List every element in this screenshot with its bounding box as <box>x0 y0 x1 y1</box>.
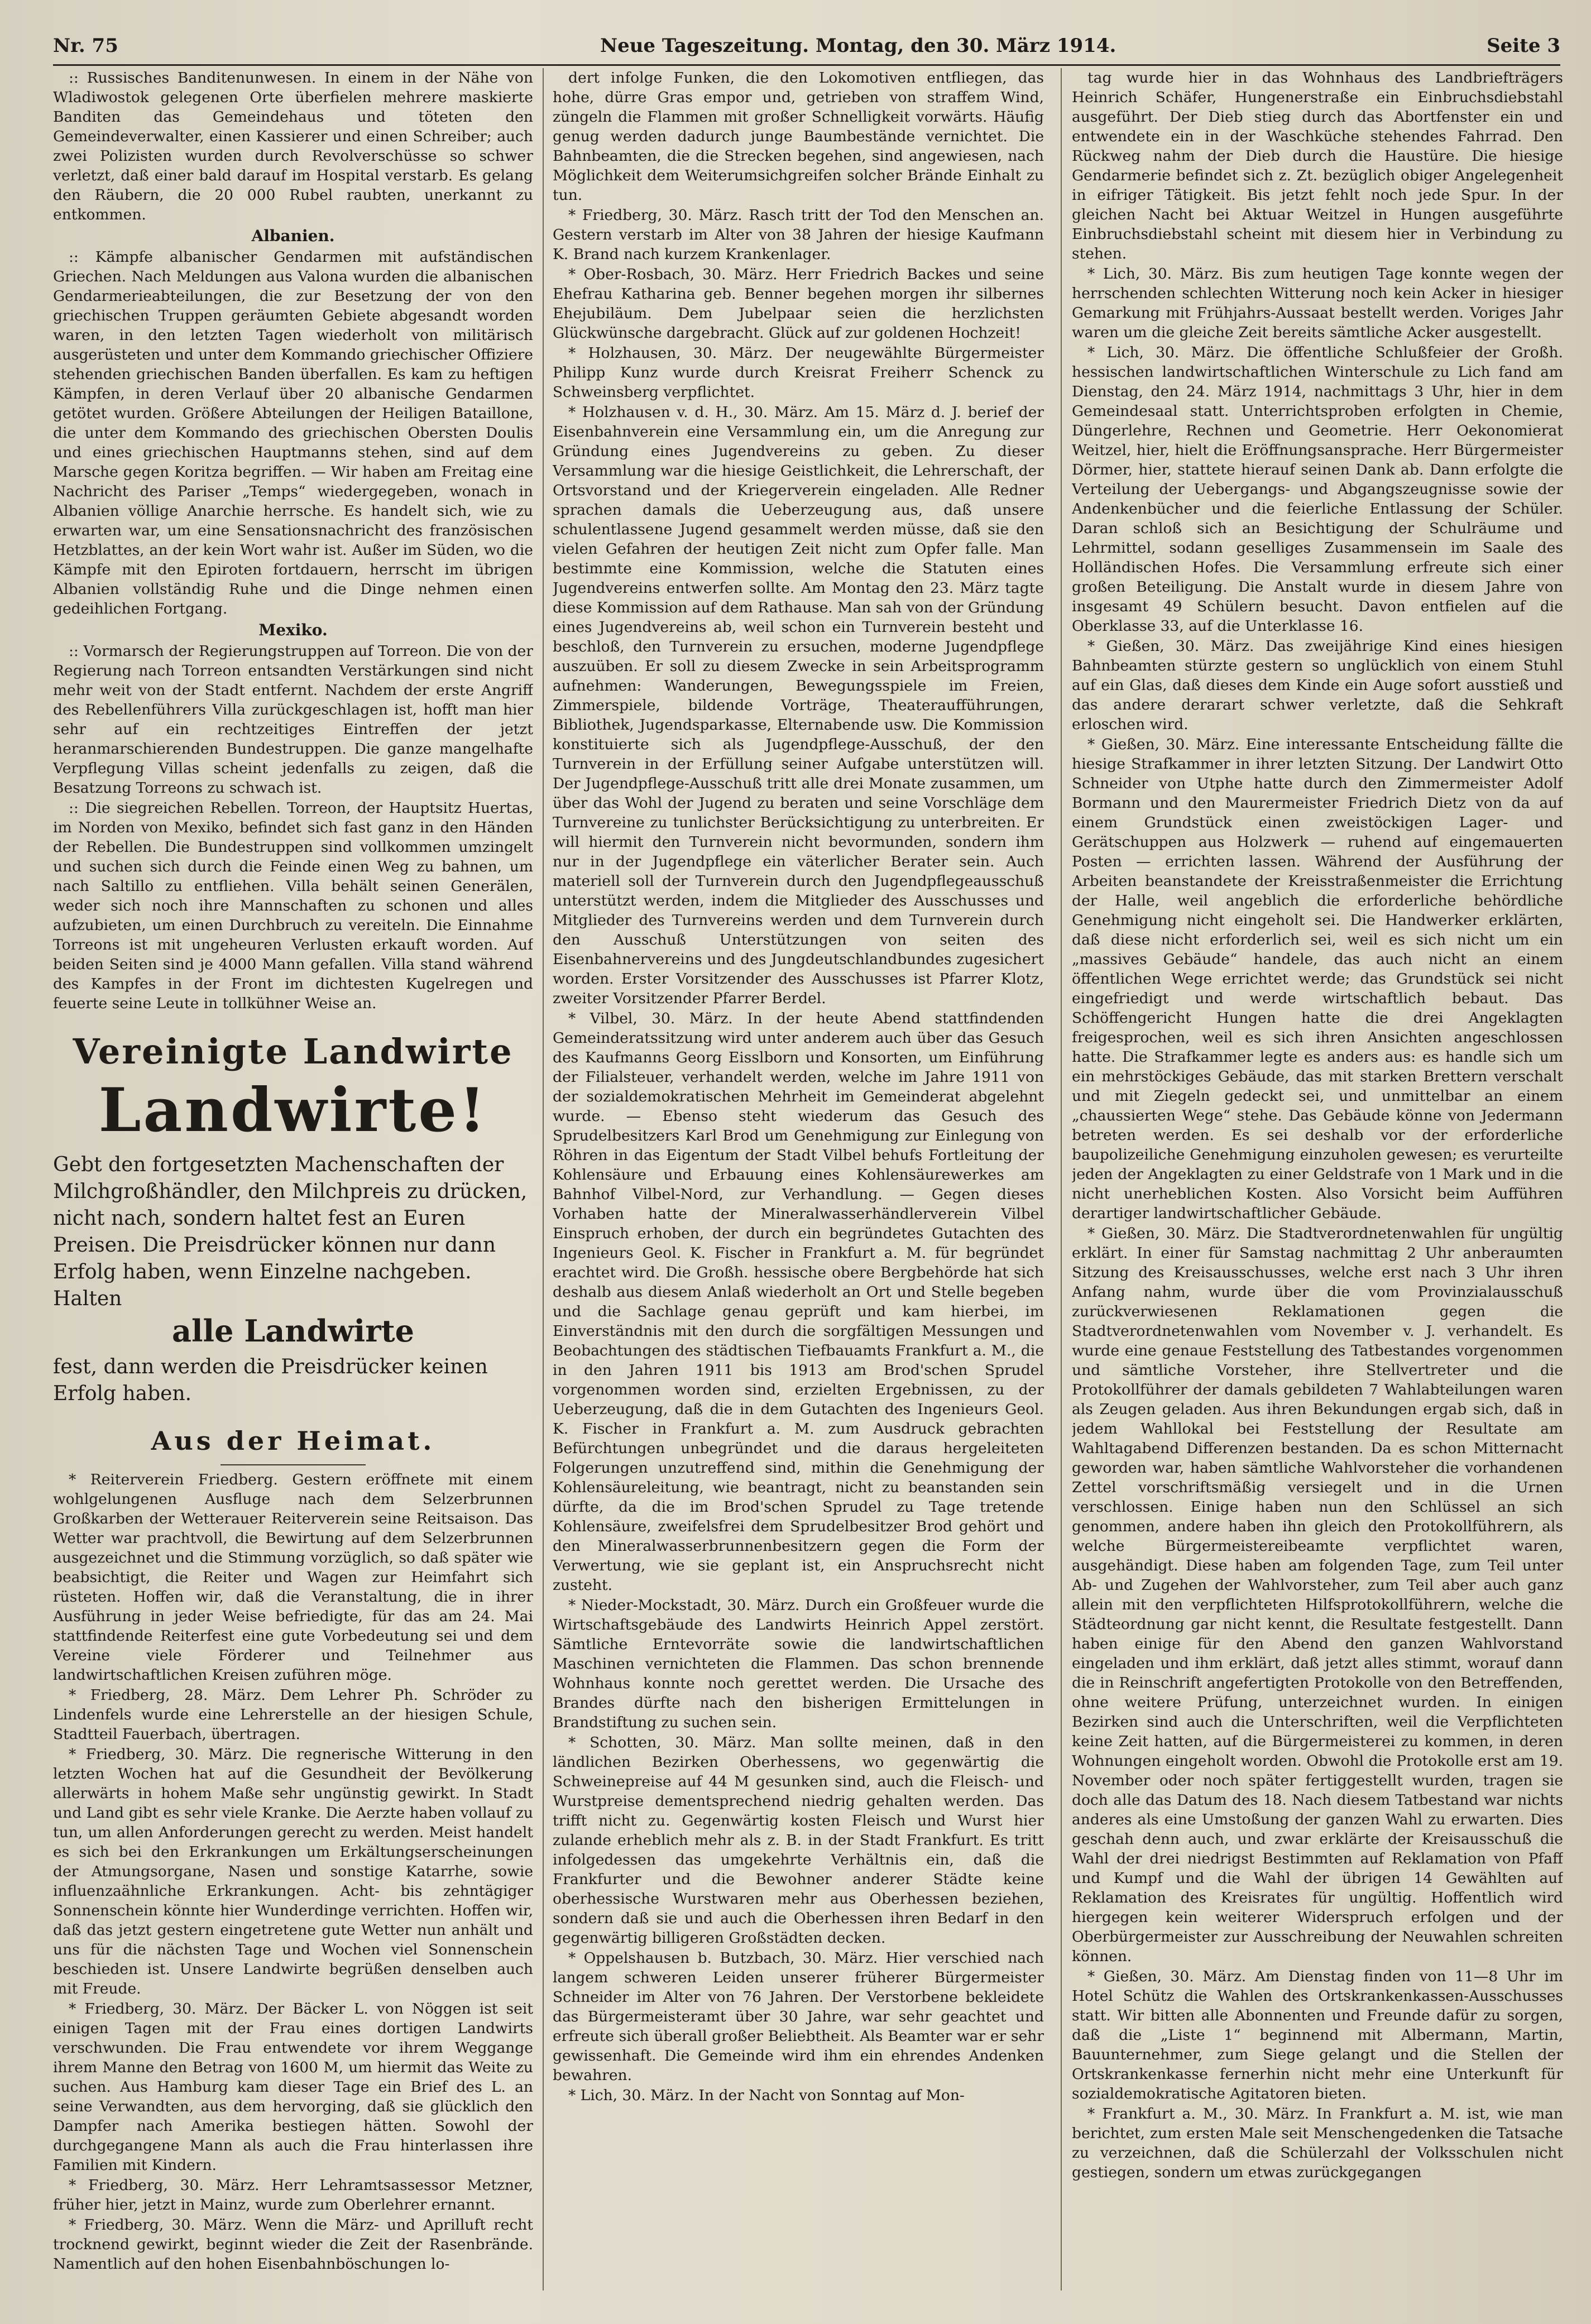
article-holzhausen-buergermeister: * Holzhausen, 30. März. Der neugewählte Bürgermeister Philipp Kunz wurde durch Kreisrat Freiherr Schenck zu Schweinsberg verpflichtet. <box>553 344 1044 401</box>
article-reiterverein: * Reiterverein Friedberg. Gestern eröffnete mit einem wohlgelungenen Ausfluge nach dem Selzerbrunnen Großkarben der Wetterauer Reiterverein seine Reitsaison. Das Wetter war prachtvoll, die Bewirtung auf dem Selzerbrunnen ausgezeichnet und die Stimmung vorzüglich, so daß später wie beabsichtigt, die Reiter und Wagen zur Heimfahrt sich rüsteten. Hoffen wir, daß die Veranstaltung, die in ihrer Ausführung in jeder Weise befriedigte, für das am 24. Mai stattfindende Reiterfest eine gute Vorbedeutung sei und dem Vereine viele Förderer und Teilnehmer aus landwirtschaftlichen Kreisen zuführen möge. <box>53 1471 533 1684</box>
article-oppelshausen: * Oppelshausen b. Butzbach, 30. März. Hier verschied nach langem schweren Leiden unserer früherer Bürgermeister Schneider im Alter von 76 Jahren. Der Verstorbene bekleidete das Bürgermeisteramt über 30 Jahre, war sehr geachtet und erfreute sich überall großer Beliebtheit. Als Beamter war er sehr gewissenhaft. Die Gemeinde wird ihm ein ehrendes Andenken bewahren. <box>553 1949 1044 2084</box>
article-vilbel: * Vilbel, 30. März. In der heute Abend stattfindenden Gemeinderatssitzung wird unter anderem auch über das Gesuch des Kaufmanns Georg Eisslborn und Konsorten, um Einführung der Filialsteuer, verhandelt werden, welche im Jahre 1911 von der sozialdemokratischen Mehrheit im Gemeinderat abgelehnt wurde. — Ebenso steht wiederum das Gesuch des Sprudelbesitzers Karl Brod um Genehmigung zur Einlegung von Röhren in das Eigentum der Stadt Vilbel behufs Fortleitung der Kohlensäure und Erbauung eines Kohlensäurewerkes am Bahnhof Vilbel-Nord, zur Verhandlung. — Gegen dieses Vorhaben hatte der Mineralwasserhändlerverein Vilbel Einspruch erhoben, der durch ein begründetes Gutachten des Ingenieurs Geol. K. Fischer in Frankfurt a. M. für begründet erachtet wird. Die Großh. hessische obere Bergbehörde hat sich deshalb aus diesem Anlaß wiederholt an Ort und Stelle begeben und die Sachlage genau geprüft und kam hierbei, im Einverständnis mit den durch die sorgfältigen Messungen und Beobachtungen des städtischen Tiefbauamts Frankfurt a. M., die in den Jahren 1911 bis 1913 am Brod'schen Sprudel vorgenommen worden sind, erzielten Ergebnissen, zu der Ueberzeugung, daß die in dem Gutachten des Ingenieurs Geol. K. Fischer in Frankfurt a. M. zum Ausdruck gebrachten Befürchtungen unbegründet und die daraus hergeleiteten Folgerungen unzutreffend sind, mithin die Genehmigung der Kohlensäureleitung, wie beantragt, nicht zu beanstanden sein dürfte, da die im Brod'schen Sprudel zu Tage tretende Kohlensäure, zweifelsfrei dem Sprudelbesitzer Brod gehört und den Mineralwasserbrunnenbesitzern gegen die Form der Verwertung, wie sie geplant ist, ein Anspruchsrecht nicht zusteht. <box>553 1010 1044 1594</box>
ad-body: Gebt den fortgesetzten Machenschaften der Milchgroßhändler, den Milchpreis zu drücken, nicht nach, sondern haltet fest an Euren Preisen. Die Preisdrücker können nur dann Erfolg haben, wenn Einzelne nachgeben. Halten <box>53 1153 528 1310</box>
heading-rule <box>221 1464 366 1465</box>
page-header <box>53 35 1560 65</box>
header-rule <box>53 64 1560 66</box>
article-giessen-wahlen: * Gießen, 30. März. Die Stadtverordnetenwahlen für ungültig erklärt. In einer für Samstag nachmittag 2 Uhr anberaumten Sitzung des Kreisausschusses, welche erst nach 3 Uhr ihren Anfang nahm, wurde über die vom Provinzialausschuß zurückverwiesenen Reklamationen gegen die Stadtverordnetenwahlen vom November v. J. verhandelt. Es wurde eine genaue Feststellung des Tatbestandes vorgenommen und sämtliche Vorsteher, ihre Stellvertreter und die Protokollführer der damals gebildeten 7 Wahlabteilungen waren als Zeugen geladen. Aus ihren Bekundungen ergab sich, daß in jedem Wahllokal bei Feststellung der Resultate am Wahltagabend Differenzen bestanden. Da es schon Mitternacht geworden war, haben sämtliche Wahlvorsteher die vorhandenen Zettel vorschriftsmäßig versiegelt und in die Urnen verschlossen. Einige haben nun den Schlüssel an sich genommen, andere haben ihn gleich den Protokollführern, als welche Bürgermeistereibeamte verpflichtet waren, ausgehändigt. Diese haben am folgenden Tage, zum Teil unter Ab- und Zugehen der Wahlvorsteher, zum Teil aber auch ganz allein mit den verpflichteten Hilfsprotokollführern, welche die Städteordnung gar nicht kennt, die Resultate festgestellt. Dann haben einige für den Abend den ganzen Wahlvorstand eingeladen und ihm erklärt, daß jetzt alles stimmt, worauf dann die in Reinschrift angefertigten Protokolle von den Betreffenden, ohne weitere Prüfung, unterzeichnet wurden. In einigen Bezirken sind auch die Unterschriften, weil die Verpflichteten keine Zeit hatten, auf die Bürgermeisterei zu kommen, in deren Wohnungen eingeholt worden. Obwohl die Protokolle erst am 19. November oder noch später fertiggestellt wurden, tragen sie doch alle das Datum des 18. Nach diesem Tatbestand war nichts anderes als eine Umstoßung der ganzen Wahl zu erwarten. Dies geschah denn auch, und zwar erklärte der Kreisausschuß die Wahl der drei niedrigst Bestimmten auf Reklamation von Pfaff und Kumpf und die Wahl der übrigen 14 Gewählten auf Reklamation des Kreisrates für ungültig. Hoffentlich wird hiergegen kein weiterer Widerspruch erfolgen und der Oberbürgermeister zur Ausschreibung der Neuwahlen schreiten können. <box>1072 1225 1563 1965</box>
article-giessen-strafkammer: * Gießen, 30. März. Eine interessante Entscheidung fällte die hiesige Strafkammer in ihrer letzten Sitzung. Der Landwirt Otto Schneider von Utphe hatte durch den Zimmermeister Adolf Bormann und den Maurermeister Friedrich Dietz von da auf einem Grundstück einen zweistöckigen Lager- und Gerätschuppen aus Holzwerk — ruhend auf eingemauerten Posten — errichten lassen. Während der Ausführung der Arbeiten beanstandete der Kreisstraßenmeister die Errichtung der Halle, weil angeblich die erforderliche behördliche Genehmigung nicht eingeholt sei. Die Handwerker erklärten, daß diese nicht erforderlich sei, weil es sich nicht um ein „massives Gebäude“ handele, das auch nicht an einem öffentlichen Wege errichtet werde; das Grundstück sei nicht eingefriedigt und werde wirtschaftlich bebaut. Das Schöffengericht Hungen hatte die drei Angeklagten freigesprochen, weil es sich ihren Ansichten angeschlossen hatte. Die Strafkammer legte es anders aus: es handle sich um ein mehrstöckiges Gebäude, das mit starken Brettern verschalt und mit Ziegeln gedeckt sei, und unmittelbar an einem „chaussierten Wege“ stehe. Das Gebäude könne von Jedermann betreten werden. Es sei deshalb vor der erforderliche baupolizeiliche Genehmigung einzuholen gewesen; es verurteilte jeden der Angeklagten zu einer Geldstrafe von 1 Mark und in die nicht unerheblichen Kosten. Also Vorsicht beim Aufführen derartiger landwirtschaftlicher Gebäude. <box>1072 736 1563 1222</box>
column-divider <box>543 68 544 2291</box>
article-giessen-ortskrankenkasse: * Gießen, 30. März. Am Dienstag finden von 11—8 Uhr im Hotel Schütz die Wahlen des Ortskrankenkassen-Ausschusses statt. Wir bitten alle Abonnenten und Freunde dafür zu sorgen, daß die „Liste 1“ beginnend mit Albermann, Martin, Bauunternehmer, zum Siege gelangt und die Stellen der Ortskrankenkasse fernerhin nicht mehr eine Unterkunft für sozialdemokratische Agitatoren bieten. <box>1072 1968 1563 2102</box>
column-divider <box>1061 68 1062 2291</box>
section-heading-mexiko: Mexiko. <box>258 621 328 639</box>
landwirte-advertisement <box>53 1030 533 1407</box>
ad-emphasis: alle Landwirte <box>172 1313 414 1349</box>
ad-tail: fest, dann werden die Preisdrücker keinen Erfolg haben. <box>53 1355 488 1405</box>
article-banditen: :: Russisches Banditenunwesen. In einem in der Nähe von Wladiwostok gelegenen Orte überfielen mehrere maskierte Banditen das Gemeindehaus und töteten den Gemeindeverwalter, einen Kassierer und einen Schreiber; auch zwei Polizisten wurden durch Revolverschüsse so schwer verletzt, daß einer bald darauf im Hospital verstarb. Es gelang den Räubern, die 20 000 Rubel raubten, unerkannt zu entkommen. <box>53 69 533 223</box>
column-3 <box>1072 68 1563 2291</box>
article-friedberg-metzner: * Friedberg, 30. März. Herr Lehramtsassessor Metzner, früher hier, jetzt in Mainz, wurde zum Oberlehrer ernannt. <box>53 2177 533 2213</box>
article-rebellen: :: Die siegreichen Rebellen. Torreon, der Hauptsitz Huertas, im Norden von Mexiko, befindet sich fast ganz in den Händen der Rebellen. Die Bundestruppen sind vollkommen umzingelt und suchen sich durch die Feinde einen Weg zu bahnen, um nach Saltillo zu entfliehen. Villa behält seinen Generälen, weder sich noch ihre Mannschaften zu schonen und alles aufzubieten, um einen Durchbruch zu vereiteln. Die Einnahme Torreons ist mit ungeheuren Verlusten erkauft worden. Auf beiden Seiten sind je 4000 Mann gefallen. Villa stand während des Kampfes in der Front im dichtesten Kugelregen und feuerte seine Leute in tollkühner Weise an. <box>53 799 533 1012</box>
article-continuation: dert infolge Funken, die den Lokomotiven entfliegen, das hohe, dürre Gras empor und, getrieben von straffem Wind, züngeln die Flammen mit großer Schnelligkeit vorwärts. Häufig genug werden dadurch junge Baumbestände vernichtet. Die Bahnbeamten, die die Strecken begehen, sind angewiesen, nach Möglichkeit dem Weiterumsichgreifen solcher Brände Einhalt zu tun. <box>553 69 1044 204</box>
article-friedberg-witterung: * Friedberg, 30. März. Die regnerische Witterung in den letzten Wochen hat auf die Gesundheit der Bevölkerung allerwärts in hohem Maße sehr ungünstig gewirkt. In Stadt und Land gibt es sehr viele Kranke. Die Aerzte haben vollauf zu tun, um allen Anforderungen gerecht zu werden. Meist handelt es sich bei den Erkrankungen um Erkältungserscheinungen der Atmungsorgane, Nasen und sonstige Katarrhe, sowie influenzaähnliche Erkrankungen. Acht- bis zehntägiger Sonnenschein könnte hier Wunderdinge verrichten. Hoffen wir, daß das jetzt gestern eingetretene gute Wetter nun anhält und uns für die nächsten Tage und Wochen viel Sonnenschein beschieden ist. Unsere Landwirte begrüßen denselben auch mit Freude. <box>53 1746 533 1997</box>
article-ober-rosbach: * Ober-Rosbach, 30. März. Herr Friedrich Backes und seine Ehefrau Katharina geb. Benner begehen morgen ihr silbernes Ehejubiläum. Dem Jubelpaar seien die herzlichsten Glückwünsche dargebracht. Glück auf zur goldenen Hochzeit! <box>553 266 1044 342</box>
article-friedberg-baecker: * Friedberg, 30. März. Der Bäcker L. von Nöggen ist seit einigen Tagen mit der Frau eines dortigen Landwirts verschwunden. Die Frau entwendete vor ihrem Weggange ihrem Manne den Betrag von 1600 M, um hiermit das Weite zu suchen. Aus Hamburg kam dieser Tage ein Brief des L. an seine Verwandten, aus dem hervorging, daß sie glücklich den Dampfer nach Amerika bestiegen hätten. Sowohl der durchgegangene Mann als auch die Frau hinterlassen ihre Familien mit Kindern. <box>53 2000 533 2174</box>
section-heading-albanien: Albanien. <box>251 227 335 245</box>
ad-heading-small: Vereinigte Landwirte <box>73 1031 514 1072</box>
page-number: Seite 3 <box>1487 35 1560 57</box>
article-friedberg-lehrer: * Friedberg, 28. März. Dem Lehrer Ph. Schröder zu Lindenfels wurde eine Lehrerstelle an der hiesigen Schule, Stadtteil Fauerbach, übertragen. <box>53 1686 533 1743</box>
article-giessen-kind: * Gießen, 30. März. Das zweijährige Kind eines hiesigen Bahnbeamten stürzte gestern so unglücklich von einem Stuhl auf ein Glas, daß dieses dem Kinde ein Auge sofort ausstieß und das andere derarart schwer verletzte, daß die Sehkraft erloschen wird. <box>1072 638 1563 733</box>
article-lich-einbruch: tag wurde hier in das Wohnhaus des Landbriefträgers Heinrich Schäfer, Hungenerstraße ein Einbruchsdiebstahl ausgeführt. Der Dieb stieg durch das Abortfenster ein und entwendete ein in der Waschküche stehendes Fahrrad. Den Rückweg nahm der Dieb durch die Haustüre. Die hiesige Gendarmerie befindet sich z. Zt. bezüglich obiger Angelegenheit in eifriger Tätigkeit. Bis jetzt fehlt noch jede Spur. In der gleichen Nacht bei Aktuar Weitzel in Hungen ausgeführte Einbruchsdiebstahl scheint mit diesem hier in Verbindung zu stehen. <box>1072 69 1563 262</box>
issue-number: Nr. 75 <box>53 35 118 57</box>
article-friedberg-tod: * Friedberg, 30. März. Rasch tritt der Tod den Menschen an. Gestern verstarb im Alter von 38 Jahren der hiesige Kaufmann K. Brand nach kurzem Krankenlager. <box>553 207 1044 263</box>
article-holzhausen-jugendverein: * Holzhausen v. d. H., 30. März. Am 15. März d. J. berief der Eisenbahnverein eine Versammlung ein, um die Anregung zur Gründung eines Jugendvereins zu geben. Zu dieser Versammlung war die hiesige Geistlichkeit, die Lehrerschaft, der Ortsvorstand und der Kriegerverein eingeladen. Alle Redner sprachen damals die Ueberzeugung aus, daß unsere schulentlassene Jugend gesammelt werden müsse, daß sie den vielen Gefahren der heutigen Zeit nicht zum Opfer falle. Man bestimmte eine Kommission, welche die Statuten eines Jugendvereins entwerfen sollte. Am Montag den 23. März tagte diese Kommission auf dem Rathause. Man sah von der Gründung eines Jugendvereins ab, weil schon ein Turnverein besteht und beschloß, den Turnverein zu ersuchen, moderne Jugendpflege auszuüben. Er soll zu diesem Zwecke in sein Arbeitsprogramm aufnehmen: Wanderungen, Bewegungsspiele im Freien, Zimmerspiele, bildende Vorträge, Theateraufführungen, Bibliothek, Jugendsparkasse, Elternabende usw. Die Kommission konstituierte sich als Jugendpflege-Ausschuß, der den Turnverein in der Erfüllung seiner Aufgabe unterstützen will. Der Jugendpflege-Ausschuß tritt alle drei Monate zusammen, um über das Wohl der Jugend zu beraten und seine Vorschläge dem Turnvereine zu tunlichster Berücksichtigung zu unterbreiten. Er will hiermit den Turnverein nicht bevormunden, sondern ihm nur in der Jugendpflege ein väterlicher Berater sein. Auch materiell soll der Turnverein durch den Jugendpflegeausschuß unterstützt werden, indem die Mitglieder des Ausschusses und Mitglieder des Turnvereins werden und dem Turnverein durch den Ausschuß Unterstützungen von seiten des Eisenbahnervereins und des Jungdeutschlandbundes zugesichert worden. Erster Vorsitzender des Ausschusses ist Pfarrer Klotz, zweiter Vorsitzender Pfarrer Berdel. <box>553 404 1044 1007</box>
masthead-line: Neue Tageszeitung. Montag, den 30. März 1914. <box>600 35 1116 57</box>
section-heading-heimat: Aus der Heimat. <box>151 1426 435 1456</box>
article-schotten: * Schotten, 30. März. Man sollte meinen, daß in den ländlichen Bezirken Oberhessens, wo gegenwärtig die Schweinepreise auf 44 M gesunken sind, auch die Fleisch- und Wurstpreise dementsprechend niedrig gehalten werden. Das trifft nicht zu. Gegenwärtig kosten Fleisch und Wurst hier zulande erheblich mehr als z. B. in der Stadt Frankfurt. Es tritt infolgedessen das umgekehrte Verhältnis ein, daß die Frankfurter und die Bewohner anderer Städte keine oberhessische Wurstwaren mehr aus Oberhessen beziehen, sondern daß sie und auch die Oberhessen ihren Bedarf in den gegenwärtig billigeren Großstädten decken. <box>553 1734 1044 1947</box>
column-2 <box>553 68 1044 2291</box>
article-lich-witterung: * Lich, 30. März. Bis zum heutigen Tage konnte wegen der herrschenden schlechten Witterung noch kein Acker in hiesiger Gemarkung mit Frühjahrs-Aussaat bestellt werden. Voriges Jahr waren um die gleiche Zeit bereits sämtliche Acker ausgestellt. <box>1072 265 1563 341</box>
ad-heading-large: Landwirte! <box>98 1075 488 1146</box>
column-1 <box>53 68 533 2291</box>
article-frankfurt: * Frankfurt a. M., 30. März. In Frankfurt a. M. ist, wie man berichtet, zum ersten Male seit Menschengedenken die Tatsache zu verzeichnen, daß die Schülerzahl der Volksschulen nicht gestiegen, sondern um etwas zurückgegangen <box>1072 2105 1563 2181</box>
article-nieder-mockstadt: * Nieder-Mockstadt, 30. März. Durch ein Großfeuer wurde die Wirtschaftsgebäude des Landwirts Heinrich Appel zerstört. Sämtliche Erntevorräte sowie die landwirtschaftlichen Maschinen vernichteten die Flammen. Das schon brennende Wohnhaus konnte noch gerettet werden. Die Ursache des Brandes dürfte nach den bisherigen Ermittelungen in Brandstiftung zu suchen sein. <box>553 1597 1044 1731</box>
article-lich-start: * Lich, 30. März. In der Nacht von Sonntag auf Mon- <box>568 2087 965 2104</box>
article-albanien: :: Kämpfe albanischer Gendarmen mit aufständischen Griechen. Nach Meldungen aus Valona wurden die albanischen Gendarmerieabteilungen, die zur Besetzung der von den griechischen Truppen geräumten Gebiete abgesandt worden waren, in den letzten Tagen wiederholt von militärisch ausgerüsteten und unter dem Kommando griechischer Offiziere stehenden griechischen Banden überfallen. Es kam zu heftigen Kämpfen, in deren Verlauf über 20 albanische Gendarmen getötet wurden. Größere Abteilungen der Heiligen Bataillone, die unter dem Kommando des griechischen Obersten Doulis und eines griechischen Hauptmanns stehen, sind auf dem Marsche gegen Koritza begriffen. — Wir haben am Freitag eine Nachricht des Pariser „Temps“ wiedergegeben, wonach in Albanien völlige Anarchie herrsche. Es handelt sich, wie zu erwarten war, um eine Sensationsnachricht des französischen Hetzblattes, an der kein Wort wahr ist. Außer im Süden, wo die Kämpfe mit den Epiroten fortdauern, herrscht im übrigen Albanien vollständig Ruhe und die Dinge nehmen einen gedeihlichen Fortgang. <box>53 248 533 617</box>
article-lich-winterschule: * Lich, 30. März. Die öffentliche Schlußfeier der Großh. hessischen landwirtschaftlichen Winterschule zu Lich fand am Dienstag, den 24. März 1914, nachmittags 3 Uhr, hier in dem Gemeindesaal statt. Unterrichtsproben erfolgten in Chemie, Düngerlehre, Rechnen und Geometrie. Herr Oekonomierat Weitzel, hier, hielt die Eröffnungsansprache. Herr Bürgermeister Dörmer, hier, stattete hierauf seinen Dank ab. Dann erfolgte die Verteilung der Uebergangs- und Abgangszeugnisse sowie der Andenkenbücher und die feierliche Entlassung der Schüler. Daran schloß sich an Besichtigung der Schulräume und Lehrmittel, sodann geselliges Zusammensein im Saale des Holländischen Hofes. Die Versammlung erfreute sich einer großen Beteiligung. Die Anstalt wurde in diesem Jahre von insgesamt 49 Schülern besucht. Davon entfielen auf die Oberklasse 33, auf die Unterklasse 16. <box>1072 344 1563 635</box>
article-torreon-vormarsch: :: Vormarsch der Regierungstruppen auf Torreon. Die von der Regierung nach Torreon entsandten Verstärkungen sind nicht mehr weit von der Stadt entfernt. Nachdem der erste Angriff des Rebellenführers Villa zurückgeschlagen ist, hofft man hier sehr auf ein rechtzeitiges Eintreffen der jetzt heranmarschierenden Bundestruppen. Die ganze mangelhafte Verpflegung Villas scheint jedenfalls zu zeigen, daß die Besatzung Torreons zu schwach ist. <box>53 643 533 797</box>
article-friedberg-rasenbraende: * Friedberg, 30. März. Wenn die März- und Aprilluft recht trocknend gewirkt, beginnt wieder die Zeit der Rasenbrände. Namentlich auf den hohen Eisenbahnböschungen lo- <box>53 2216 533 2273</box>
